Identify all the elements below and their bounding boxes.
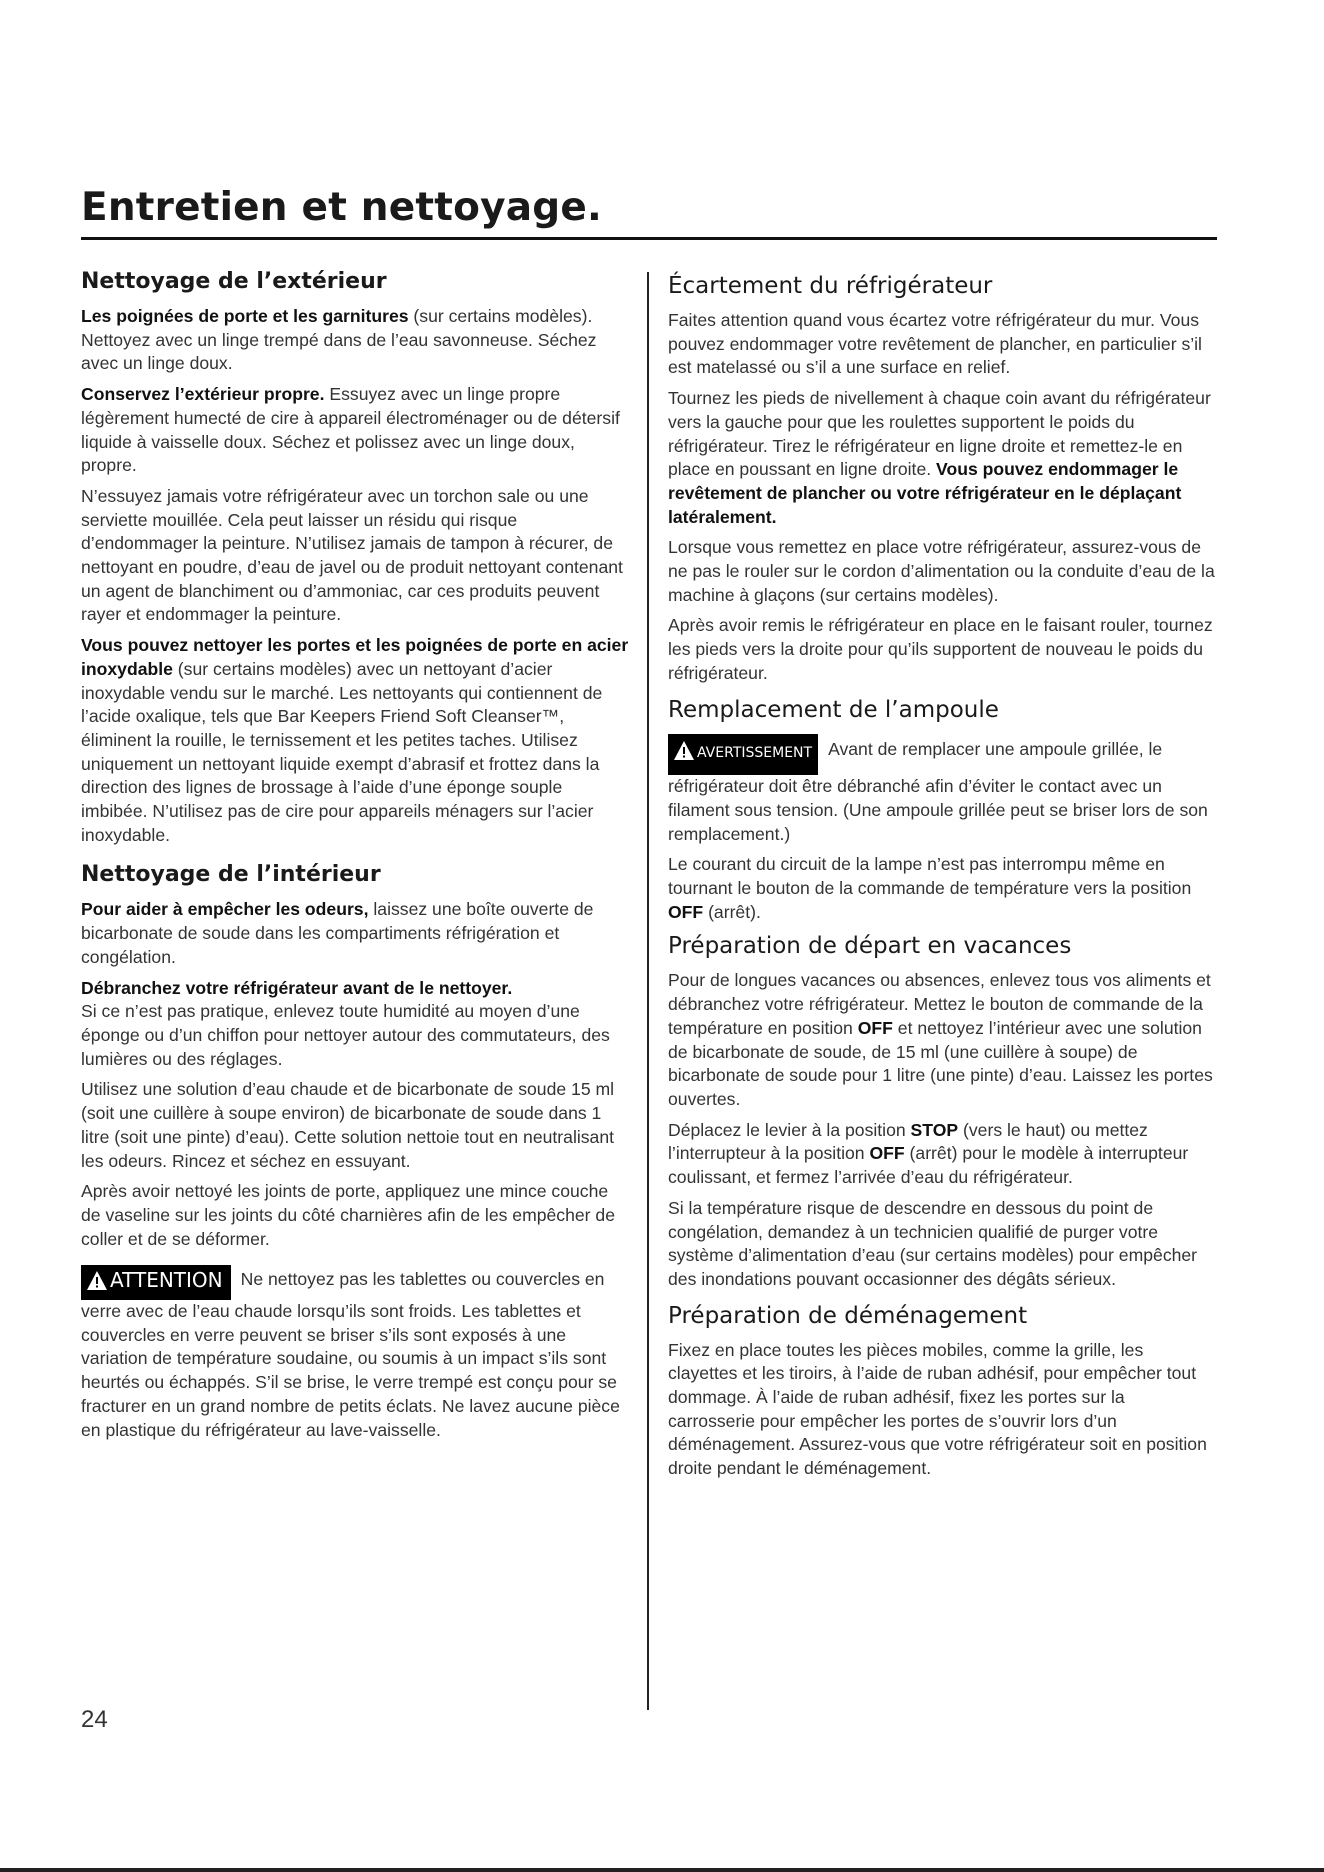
- lamp-circuit-paragraph: Le courant du circuit de la lampe n’est pas interrompu même en tournant le bouton de la commande de température vers la position OFF (arrêt).: [668, 854, 1192, 922]
- avertissement-badge: AVERTISSEMENT: [668, 734, 818, 776]
- cord-paragraph: Lorsque vous remettez en place votre réfrigérateur, assurez-vous de ne pas le rouler sur le cordon d’alimentation ou la conduite d’eau de la machine à glaçons (sur certains modèles).: [668, 537, 1215, 605]
- bulb-heading: Remplacement de l’ampoule: [668, 696, 999, 723]
- stainless-paragraph: Vous pouvez nettoyer les portes et les poignées de porte en acier inoxydable (sur certains modèles) avec un nettoyant d’acier inoxydable vendu sur le marché. Les nettoyants qui contiennent de l’acide oxalique, tels que Bar Keepers Friend Soft Cleanser™, éliminent la rouille, le ternissement et les petites taches. Utilisez uniquement un nettoyant liquide exempt d’abrasif et frottez dans la direction des lignes de brossage à l’aide d’une éponge souple imbibée. N’utilisez pas de cire pour appareils ménagers sur l’acier inoxydable.: [81, 635, 629, 845]
- vacation-paragraph-2: Déplacez le levier à la position STOP (vers le haut) ou mettez l’interrupteur à la position OFF (arrêt) pour le modèle à interrupteur coulissant, et fermez l’arrivée d’eau du réfrigérateur.: [668, 1119, 1189, 1188]
- moving-fridge-heading: Écartement du réfrigérateur: [668, 273, 993, 299]
- section-exterior-cleaning: [81, 268, 629, 847]
- baking-soda-paragraph: Utilisez une solution d’eau chaude et de bicarbonate de soude 15 ml (soit une cuillère à soupe environ) de bicarbonate de soude dans 1 litre (soit une pinte) d’eau). Cette solution nettoie tout en neutralisant les odeurs. Rincez et séchez en essuyant.: [81, 1079, 615, 1171]
- moving-heading: Préparation de déménagement: [668, 1302, 1028, 1329]
- page-title: Entretien et nettoyage.: [81, 185, 603, 230]
- never-wipe-paragraph: N’essuyez jamais votre réfrigérateur avec un torchon sale ou une serviette mouillée. Cela peut laisser un résidu qui risque d’endommager la peinture. N’utilisez jamais de tampon à récurer, de nettoyant en poudre, d’eau de javel ou de produit nettoyant contenant un agent de blanchiment ou d’ammoniac, car ces produits peuvent rayer et endommager la peinture.: [81, 485, 623, 625]
- section-vacation: [668, 932, 1216, 1291]
- left-column: [81, 268, 629, 1449]
- section-interior-cleaning: [81, 861, 629, 1442]
- warning-triangle-icon: [87, 1271, 107, 1296]
- attention-badge: ATTENTION: [81, 1265, 231, 1300]
- warning-triangle-icon: [674, 741, 694, 769]
- title-divider: [81, 237, 1217, 240]
- vacation-heading: Préparation de départ en vacances: [668, 933, 1072, 960]
- moving-paragraph: Fixez en place toutes les pièces mobiles, comme la grille, les clayettes et les tiroirs, à l’aide de ruban adhésif, pour empêcher tout dommage. À l’aide de ruban adhésif, fixez les portes sur la carrosserie pour empêcher les portes de s’ouvrir lors d’un déménagement. Assurez-vous que votre réfrigérateur soit en position droite pendant le déménagement.: [668, 1339, 1207, 1479]
- vacation-paragraph-3: Si la température risque de descendre en dessous du point de congélation, demandez à un technicien qualifié de purger votre système d’alimentation d’eau (sur certains modèles) pour empêcher des inondations pouvant occasionner des dégâts sérieux.: [668, 1197, 1198, 1289]
- odors-paragraph: Pour aider à empêcher les odeurs, laissez une boîte ouverte de bicarbonate de soude dans les compartiments réfrigération et congélation.: [81, 899, 594, 967]
- keep-clean-paragraph: Conservez l’extérieur propre. Essuyez avec un linge propre légèrement humecté de cire à appareil électroménager ou de détersif liquide à vaisselle doux. Séchez et polissez avec un linge doux, propre.: [81, 384, 620, 476]
- legs-back-paragraph: Après avoir remis le réfrigérateur en place en le faisant rouler, tournez les pieds vers la droite pour qu’ils supportent de nouveau le poids du réfrigérateur.: [668, 615, 1213, 683]
- gaskets-paragraph: Après avoir nettoyé les joints de porte, appliquez une mince couche de vaseline sur les joints du côté charnières afin de les empêcher de coller et de se déformer.: [81, 1181, 615, 1249]
- vacation-paragraph-1: Pour de longues vacances ou absences, enlevez tous vos aliments et débranchez votre réfrigérateur. Mettez le bouton de commande de la température en position OFF et nettoyez l’intérieur avec une solution de bicarbonate de soude, de 15 ml (une cuillère à soupe) de bicarbonate de soude pour 1 litre (une pinte) d’eau. Laissez les portes ouvertes.: [668, 970, 1213, 1109]
- attention-warning: ATTENTION Ne nettoyez pas les tablettes ou couvercles en verre avec de l’eau chaude lorsqu’ils sont froids. Les tablettes et couvercles en verre peuvent se briser s’ils sont exposés à une variation de température soudaine, ou soumis à un impact s’ils sont heurtés ou échappés. S’il se brise, le verre trempé est conçu pour se fracturer en un grand nombre de petits éclats. Ne lavez aucune pièce en plastique du réfrigérateur au lave-vaisselle.: [81, 1265, 629, 1442]
- interior-heading: Nettoyage de l’intérieur: [81, 862, 381, 888]
- careful-paragraph: Faites attention quand vous écartez votre réfrigérateur du mur. Vous pouvez endommager votre revêtement de plancher, en particulier s’il est matelassé ou s’il a une surface en relief.: [668, 310, 1202, 378]
- section-moving-fridge: [668, 272, 1216, 686]
- page-number: 24: [81, 1706, 108, 1733]
- right-column: [668, 272, 1216, 1488]
- exterior-heading: Nettoyage de l’extérieur: [81, 269, 387, 294]
- leveling-legs-paragraph: Tournez les pieds de nivellement à chaque coin avant du réfrigérateur vers la gauche pour que les roulettes supportent le poids du réfrigérateur. Tirez le réfrigérateur en ligne droite et remettez-le en place en poussant en ligne droite. Vous pouvez endommager le revêtement de plancher ou votre réfrigérateur en le déplaçant latéralement.: [668, 388, 1211, 527]
- handles-paragraph: Les poignées de porte et les garnitures (sur certains modèles). Nettoyez avec un linge trempé dans de l’eau savonneuse. Séchez avec un linge doux.: [81, 306, 597, 374]
- unplug-paragraph: Débranchez votre réfrigérateur avant de le nettoyer. Si ce n’est pas pratique, enlevez toute humidité au moyen d’une éponge ou d’un chiffon pour nettoyer autour des commutateurs, des lumières ou des réglages.: [81, 977, 610, 1069]
- column-divider: [647, 272, 649, 1710]
- section-moving-house: [668, 1302, 1216, 1481]
- bottom-edge-line: [0, 1868, 1324, 1872]
- bulb-warning: AVERTISSEMENT Avant de remplacer une ampoule grillée, le réfrigérateur doit être débranché afin d’éviter le contact avec un filament sous tension. (Une ampoule grillée peut se briser lors de son remplacement.): [668, 734, 1216, 847]
- section-bulb-replacement: [668, 696, 1216, 925]
